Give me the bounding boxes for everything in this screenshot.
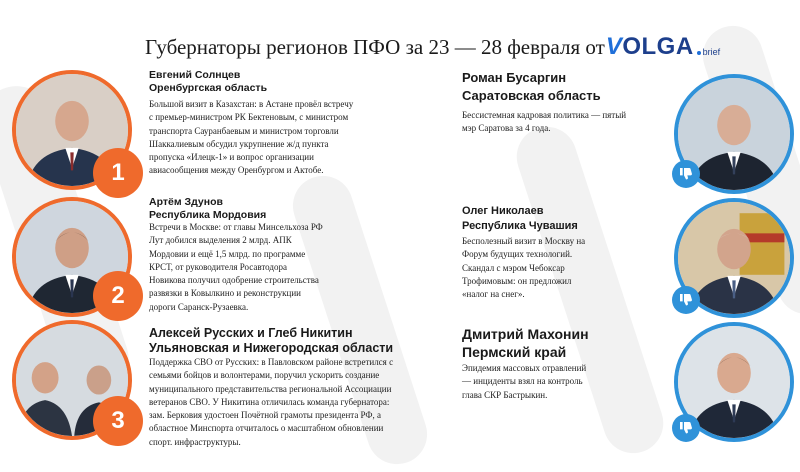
thumbs-down-icon [672, 414, 700, 442]
governor-region-3: Ульяновская и Нижегородская области [149, 341, 394, 355]
governor-name-3: Алексей Русских и Глеб Никитин [149, 326, 353, 340]
page-title: Губернаторы регионов ПФО за 23 — 28 февраля от [145, 34, 605, 59]
governor-name-1: Евгений Солнцев [149, 69, 241, 81]
outsider-name-2: Олег Николаев [462, 205, 544, 217]
thumbs-down-icon [672, 160, 700, 188]
governor-description-2: Встречи в Москве: от главы Минсельхоза РФ Лут добился выделения 2 млрд. АПК Мордовии и ещё 1,5 млрд. по программе КРСТ, от руководителя Росавтодора Новикова получил одобрение строительства развязки в Ковылкино и реконструкции дороги Саранск-Рузаевка. [149, 222, 323, 312]
outsider-description-1: Бессистемная кадровая политика — пятый мэр Саратова за 4 года. [462, 110, 627, 134]
governor-region-2: Республика Мордовия [149, 209, 267, 221]
outsider-name-1: Роман Бусаргин [462, 70, 567, 85]
outsider-region-1: Саратовская область [462, 88, 601, 103]
outsider-region-2: Республика Чувашия [462, 220, 578, 232]
rank-badge-2: 2 [93, 271, 143, 321]
outsider-description-2: Бесполезный визит в Москву на Форум будущих технологий. Скандал с мэром Чебоксар Трофимовым: он предложил «налог на снег». [462, 236, 586, 300]
governor-name-2: Артём Здунов [149, 196, 223, 208]
volga-brief-logo: VOLGA brief [605, 33, 721, 60]
header [145, 30, 720, 64]
thumbs-down-icon [672, 286, 700, 314]
outsider-description-3: Эпидемия массовых отравлений — инциденты взял на контроль глава СКР Бастрыкин. [462, 363, 587, 400]
outsider-name-3: Дмитрий Махонин [462, 326, 589, 342]
rank-badge-3: 3 [93, 396, 143, 446]
rank-badge-1: 1 [93, 148, 143, 198]
outsider-region-3: Пермский край [462, 344, 567, 360]
governor-description-3: Поддержка СВО от Русских: в Павловском районе встретился с семьями бойцов и волонтерами, поручил ускорить создание муниципального представительства региональной Ассоциации ветеранов СВО. У Никитина отличилась команда губернатора: зам. Берковия удостоен Почётной грамоты президента РФ, а областное Минспорта отчиталось о масштабном обновлении спорт. инфраструктуры. [149, 357, 394, 447]
governor-region-1: Оренбургская область [149, 82, 268, 94]
governor-description-1: Большой визит в Казахстан: в Астане провёл встречу с премьер-министром РК Бектеновым, с министром транспорта Сауранбаевым и министром торговли Шаккалиевым обсудил укрупнение ж/д пункта пропуска «Илецк-1» и вопрос организации авиасообщения между Оренбургом и Актобе. [149, 99, 354, 176]
